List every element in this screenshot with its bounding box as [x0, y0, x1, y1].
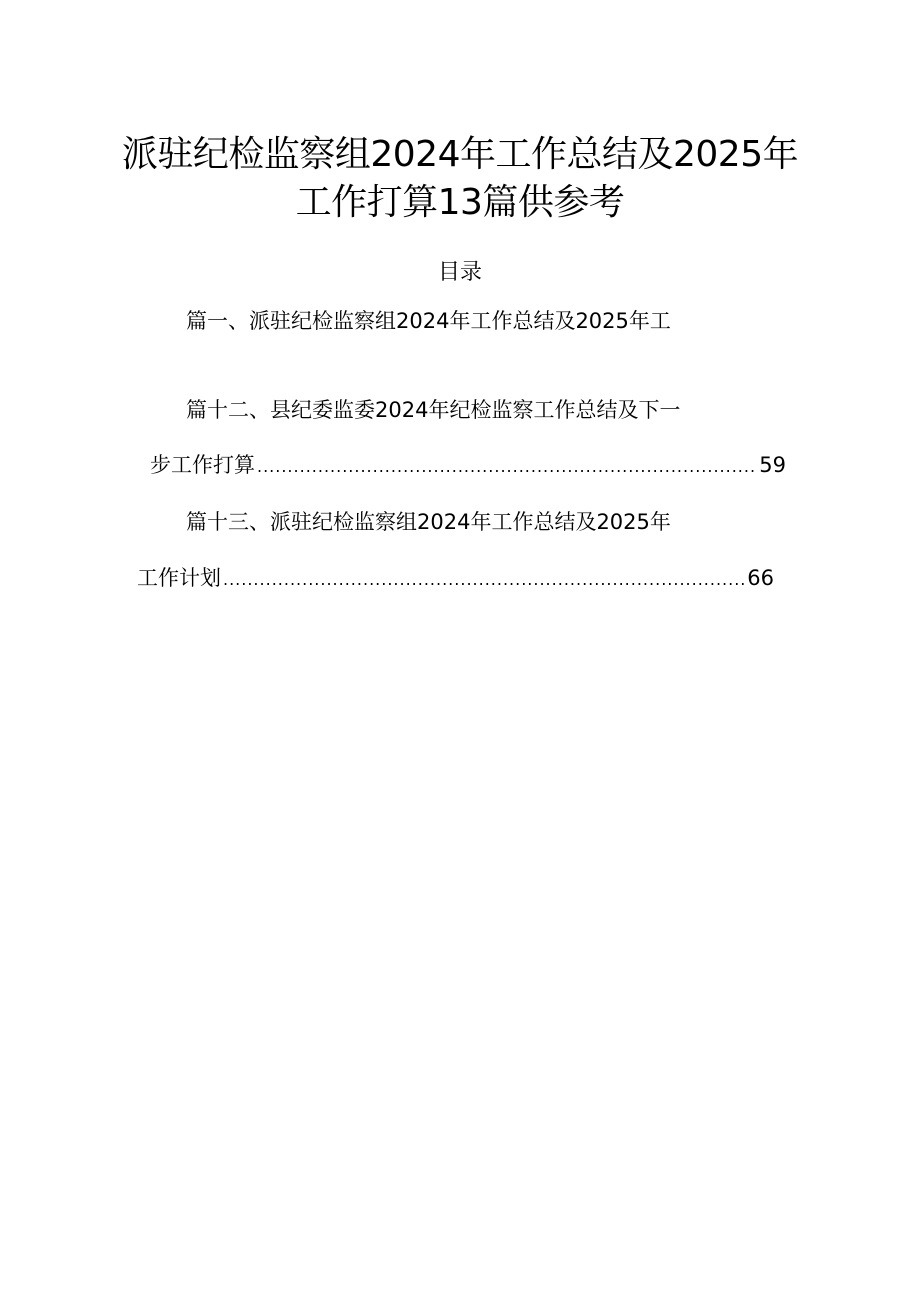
toc-entry-13-line-2[interactable]	[137, 563, 774, 595]
toc-entry-12-line-1[interactable]: 篇十二、县纪委监委2024年纪检监察工作总结及下一	[186, 398, 681, 422]
document-title-line-2: 工作打算13篇供参考	[295, 182, 625, 223]
toc-entry-1[interactable]: 篇一、派驻纪检监察组2024年工作总结及2025年工	[186, 309, 671, 333]
document-title-line-1: 派驻纪检监察组2024年工作总结及2025年	[121, 134, 799, 175]
toc-entry-12-line-2[interactable]	[150, 450, 786, 482]
toc-entry-12-page: 59	[759, 453, 786, 477]
toc-leader-dots	[257, 452, 757, 482]
toc-entry-13-label: 工作计划	[137, 566, 221, 590]
toc-heading: 目录	[437, 260, 482, 285]
toc-entry-13-line-1[interactable]: 篇十三、派驻纪检监察组2024年工作总结及2025年	[186, 510, 671, 534]
toc-entry-13-page: 66	[747, 566, 774, 590]
toc-leader-dots	[223, 565, 745, 595]
toc-entry-12-label: 步工作打算	[150, 453, 255, 477]
